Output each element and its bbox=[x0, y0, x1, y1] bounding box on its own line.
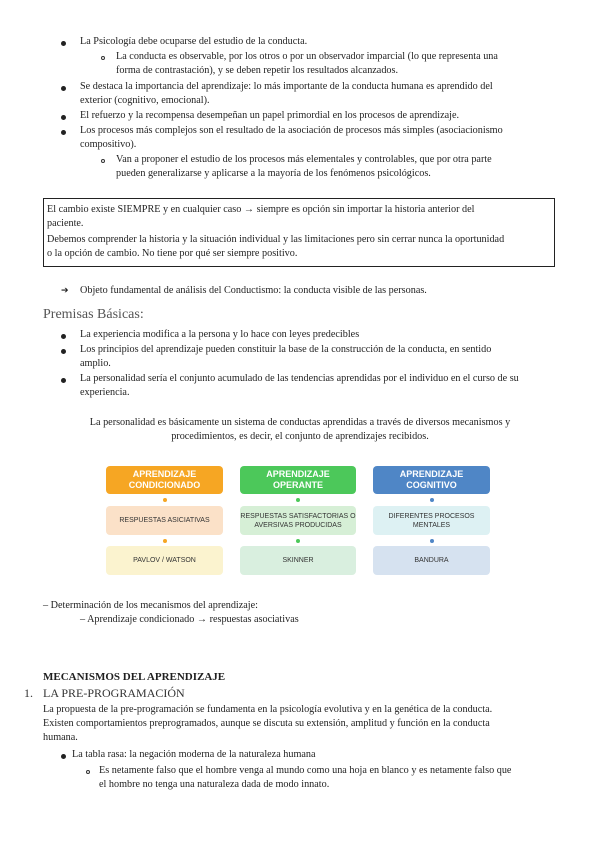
arrow-note-text: Objeto fundamental de análisis del Conductismo: la conducta visible de las personas. bbox=[80, 285, 427, 296]
subsection-heading: LA PRE-PROGRAMACIÓN bbox=[43, 686, 185, 700]
list-item: exterior (cognitivo, emocional). bbox=[80, 95, 210, 106]
list-item: Se destaca la importancia del aprendizaje: lo más importante de la conducta humana es aprendido del bbox=[80, 81, 493, 92]
boxed-note-line: o la opción de cambio. No tiene por qué ser siempre positivo. bbox=[47, 248, 298, 259]
diagram-author-label: SKINNER bbox=[282, 557, 314, 564]
list-item: amplio. bbox=[80, 358, 111, 369]
bullet-dot bbox=[61, 334, 66, 339]
bullet-dot bbox=[61, 754, 66, 759]
determinacion-line: – Determinación de los mecanismos del aprendizaje: bbox=[43, 600, 258, 611]
sub-bullet-circle bbox=[101, 159, 105, 163]
list-item: La Psicología debe ocuparse del estudio de la conducta. bbox=[80, 36, 308, 47]
boxed-note-line: El cambio existe SIEMPRE y en cualquier caso → siempre es opción sin importar la historia anterior del bbox=[47, 204, 475, 215]
bullet-dot bbox=[61, 41, 66, 46]
paragraph-line: La propuesta de la pre-programación se fundamenta en la psicología evolutiva y en la genética de la conducta. bbox=[43, 704, 493, 715]
connector-dot bbox=[163, 498, 167, 502]
bullet-dot bbox=[61, 130, 66, 135]
boxed-note-line: Debemos comprender la historia y la situación individual y las limitaciones pero sin cerrar nunca la oportunidad bbox=[47, 234, 505, 245]
sub-list-item: pueden generalizarse y aplicarse a la mayoría de los fenómenos psicológicos. bbox=[116, 168, 431, 179]
connector-dot bbox=[430, 539, 434, 543]
diagram-response-label: DIFERENTES PROCESOS MENTALES bbox=[388, 512, 475, 529]
bullet-dot bbox=[61, 378, 66, 383]
diagram-header-cognitivo bbox=[373, 466, 490, 494]
sub-list-item: forma de contrastación), y se deben repetir los resultados alcanzados. bbox=[116, 65, 399, 76]
diagram-response-label: RESPUESTAS SATISFACTORIAS O AVERSIVAS PRODUCIDAS bbox=[240, 512, 356, 529]
bullet-dot bbox=[61, 115, 66, 120]
list-item: La tabla rasa: la negación moderna de la naturaleza humana bbox=[72, 749, 316, 760]
connector-dot bbox=[163, 539, 167, 543]
sub-bullet-circle bbox=[86, 770, 90, 774]
connector-dot bbox=[296, 539, 300, 543]
list-item: Los principios del aprendizaje pueden constituir la base de la construcción de la conducta, en sentido bbox=[80, 344, 492, 355]
diagram-response-cognitivo bbox=[373, 506, 490, 535]
diagram-response-condicionado bbox=[106, 506, 223, 535]
diagram-author-label: BANDURA bbox=[414, 557, 449, 564]
section-number: 1. bbox=[24, 686, 33, 700]
connector-dot bbox=[430, 498, 434, 502]
diagram-header-operante bbox=[240, 466, 356, 494]
sub-list-item: La conducta es observable, por los otros o por un observador imparcial (lo que representa una bbox=[116, 51, 498, 62]
list-item: experiencia. bbox=[80, 387, 130, 398]
diagram-header-label: APRENDIZAJE COGNITIVO bbox=[399, 468, 464, 490]
arrow-icon: ➔ bbox=[61, 286, 69, 296]
boxed-note-line: paciente. bbox=[47, 218, 84, 229]
list-item: Los procesos más complejos son el resultado de la asociación de procesos más simples (asociacionismo bbox=[80, 125, 503, 136]
diagram-author-label: PAVLOV / WATSON bbox=[133, 557, 196, 564]
paragraph-line: humana. bbox=[43, 732, 78, 743]
diagram-response-label: RESPUESTAS ASICIATIVAS bbox=[119, 517, 210, 524]
connector-dot bbox=[296, 498, 300, 502]
diagram-author-condicionado bbox=[106, 546, 223, 575]
section-heading: MECANISMOS DEL APRENDIZAJE bbox=[43, 671, 226, 683]
sub-list-item: Es netamente falso que el hombre venga al mundo como una hoja en blanco y es netamente falso que bbox=[99, 765, 512, 776]
sub-bullet-circle bbox=[101, 56, 105, 60]
sub-list-item: Van a proponer el estudio de los procesos más elementales y controlables, que por otra parte bbox=[116, 154, 492, 165]
diagram-author-cognitivo bbox=[373, 546, 490, 575]
sub-list-item: el hombre no tenga una naturaleza dada de modo innato. bbox=[99, 779, 330, 790]
bullet-dot bbox=[61, 349, 66, 354]
list-item: La experiencia modifica a la persona y lo hace con leyes predecibles bbox=[80, 329, 360, 340]
diagram-header-condicionado bbox=[106, 466, 223, 494]
diagram-author-operante bbox=[240, 546, 356, 575]
centered-note-line: La personalidad es básicamente un sistema de conductas aprendidas a través de diversos mecanismos y bbox=[89, 417, 511, 428]
paragraph-line: Existen comportamientos preprogramados, aunque se discuta su extensión, amplitud y función en la conducta bbox=[43, 718, 490, 729]
diagram-header-label: APRENDIZAJE CONDICIONADO bbox=[128, 468, 201, 490]
centered-note-line: procedimientos, es decir, el conjunto de aprendizajes recibidos. bbox=[171, 431, 429, 442]
determinacion-line: – Aprendizaje condicionado → respuestas asociativas bbox=[80, 614, 299, 625]
list-item: La personalidad sería el conjunto acumulado de las tendencias aprendidas por el individuo en el curso de su bbox=[80, 373, 519, 384]
section-heading: Premisas Básicas: bbox=[43, 307, 144, 322]
bullet-dot bbox=[61, 86, 66, 91]
diagram-response-operante bbox=[240, 506, 356, 535]
list-item: El refuerzo y la recompensa desempeñan un papel primordial en los procesos de aprendizaje. bbox=[80, 110, 460, 121]
diagram-header-label: APRENDIZAJE OPERANTE bbox=[266, 468, 330, 490]
list-item: compositivo). bbox=[80, 139, 137, 150]
